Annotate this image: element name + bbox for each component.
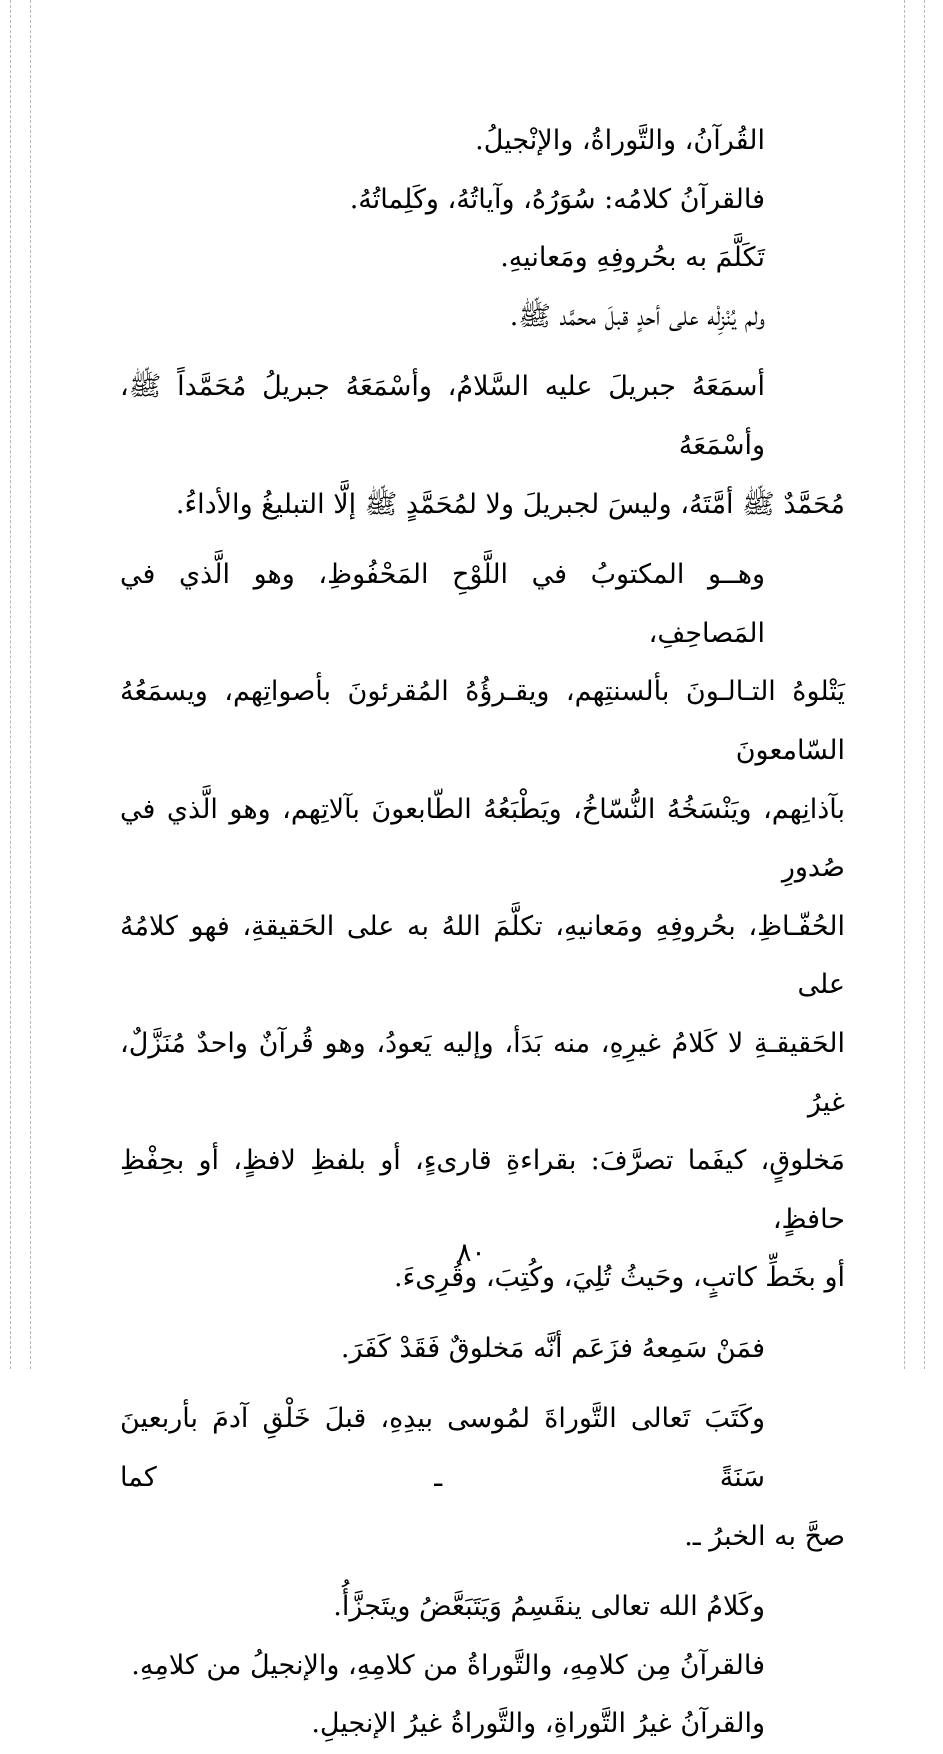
text-line: الحُفّـاظِ، بحُروفِهِ ومَعانيهِ، تكلَّمَ اللهُ به على الحَقيقةِ، فهو كلامُهُ على [120,910,845,1001]
text-line: فالقرآنُ كلامُه: سُوَرُهُ، وآياتُهُ، وكَلِماتُهُ. [349,183,765,215]
text-line: يَتْلوهُ التـالـونَ بألسنتِهم، ويقـرؤُهُ المُقرئونَ بأصواتِهم، ويسمَعُهُ السّامعونَ [120,676,845,766]
paragraph-gap [120,346,845,358]
paragraph-gap [120,534,845,546]
page-number: ٨٠ [457,1238,486,1268]
text-line: فمَنْ سَمِعهُ فزَعَم أنَّه مَخلوقٌ فَقَدْ كَفَرَ. [340,1332,765,1364]
text-line: والقرآنُ غيرُ التَّوراةِ، والتَّوراةُ غيرُ الإنجيلِ. [311,1708,765,1740]
scan-edge-left-inner [30,0,31,1369]
text-line: القُرآنُ، والتَّوراةُ، والإنْجيلُ. [475,125,765,156]
text-line: أو بخَطِّ كاتبٍ، وحَيثُ تُلِيَ، وكُتِبَ، وقُرِىءَ. [393,1262,845,1294]
paragraph-gap [120,1566,845,1578]
text-line: صحَّ به الخبرُ ـ. [684,1520,845,1552]
text-line: مُحَمَّدٌ ﷺ أمَّتَهُ، وليسَ لجبريلَ ولا لمُحَمَّدٍ ﷺ إلَّا التبليغُ والأداءُ. [175,488,845,520]
text-line: وهــو المكتوبُ في اللَّوْحِ المَحْفُوظِ، وهو الَّذي في المَصاحِفِ، [120,559,765,649]
text-line: الحَقيقـةِ لا كَلامُ غيرِهِ، منه بَدَأ، وإليه يَعودُ، وهو قُرآنٌ واحدٌ مُنَزَّلٌ، غيرُ [120,1027,845,1118]
scan-edge-right-outer [924,0,925,1369]
scan-edge-right-inner [904,0,905,1369]
text-line: أسمَعَهُ جبريلَ عليه السَّلامُ، وأسْمَعَهُ جبريلُ مُحَمَّداً ﷺ، وأسْمَعَهُ [120,371,765,461]
paragraph-gap [120,1378,845,1390]
body-text [120,112,845,1754]
text-line: وكَتَبَ تَعالى التَّوراةَ لمُوسى بيدِهِ، قبلَ خَلْقِ آدمَ بأربعينَ سَنَةً ـ كما [120,1403,765,1494]
text-line: بآذانِهم، ويَنْسَخُهُ النُّسّاخُ، ويَطْبَعُهُ الطّابعونَ بآلاتِهم، وهو الَّذي في صُدورِ [120,793,845,884]
text-line: تَكَلَّمَ به بحُروفِهِ ومَعانيهِ. [500,242,765,274]
text-line: مَخلوقٍ، كيفَما تصرَّفَ: بقراءةِ قارىءٍ، أو بلفظِ لافظٍ، أو بحِفْظِ حافظٍ، [120,1145,845,1235]
text-line: وكَلامُ الله تعالى ينقَسِمُ وَيَتَبَعَّضُ ويتَجزَّأُ. [333,1591,765,1623]
text-line: ولم يُنْزِلْه على أحدٍ قبلَ محمَّد ﷺ. [509,300,765,332]
text-line: فالقرآنُ مِن كلامِهِ، والتَّوراةُ من كلامِهِ، والإنجيلُ من كلامِهِ. [131,1649,765,1681]
scan-edge-left-outer [10,0,11,1369]
paragraph-gap [120,1308,845,1320]
